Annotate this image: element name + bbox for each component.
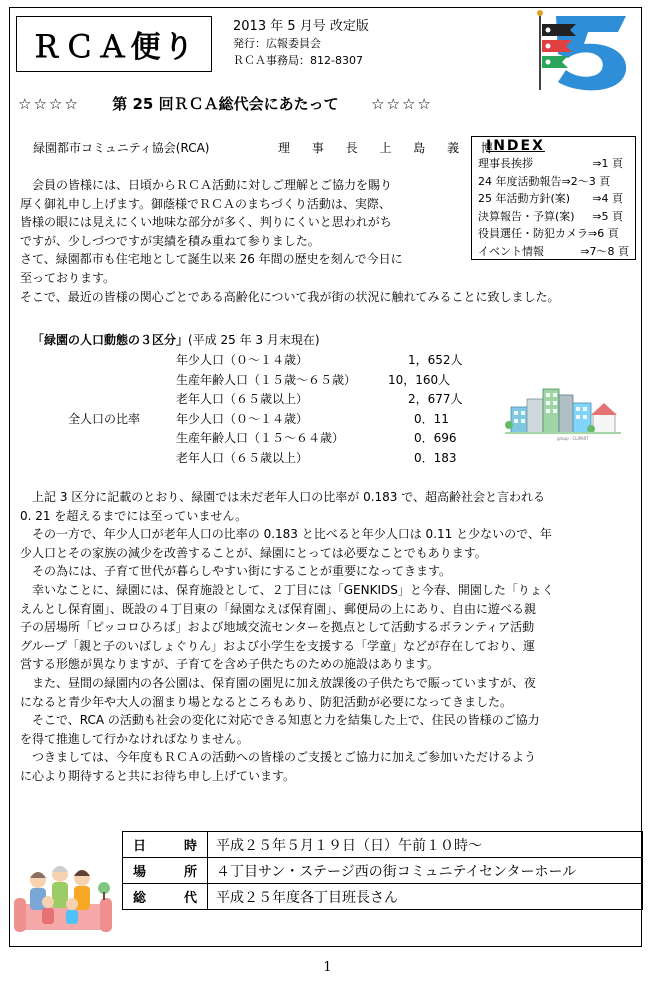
- event-value: 平成２５年５月１９日（日）午前１０時〜: [208, 832, 643, 858]
- text-line: 厚く御礼申し上げます。御蔭様でＲＣＡのまちづくり活動は、実際、: [20, 196, 391, 211]
- event-row-attendees: [123, 884, 643, 910]
- article-heading: [18, 93, 433, 114]
- text-line: グループ「親と子のいばしょぐりん」および小学生を支援する「学童」などが存在しており、運: [20, 638, 536, 653]
- illustration-caption: group · CLIPART: [557, 436, 589, 441]
- text-line: そこで、RCA の活動も社会の変化に対応できる知恵と力を結集した上で、住民の皆様のご協力: [20, 713, 540, 728]
- text-line: えんとし保育園」、既設の４丁目東の「緑園なえば保育園」、郵便局の上にあり、自由に遊べる親: [20, 601, 537, 616]
- event-value: 平成２５年度各丁目班長さん: [208, 884, 643, 910]
- text-line: つきましては、今年度もＲＣＡの活動への皆様のご支援とご協力に加えご参加いただけるよう: [20, 750, 537, 765]
- index-item[interactable]: 理事長挨拶 ⇒1 頁: [478, 157, 623, 170]
- text-line: 幸いなことに、緑園には、保育施設として、２丁目には「GENKIDS」と今春、開園した「りょく: [20, 582, 554, 597]
- index-title: INDEX: [486, 138, 545, 154]
- index-item[interactable]: イベント情報 ⇒7〜8 頁: [478, 244, 629, 258]
- index-item[interactable]: 役員選任・防犯カメラ⇒6 頁: [478, 227, 619, 240]
- index-item[interactable]: 24 年度活動報告⇒2〜3 頁: [478, 174, 611, 188]
- page-number: 1: [323, 960, 332, 975]
- author-name: 理 事 長 上 島 義 博: [278, 141, 502, 155]
- issue-date: 2013 年 5 月号 改定版: [233, 19, 369, 34]
- text-line: また、昼間の緑園内の各公園は、保育園の園児に加え放課後の子供たちで賑っていますが、夜: [20, 675, 536, 690]
- office-info: ＲＣＡ事務局：812-8307: [233, 54, 363, 67]
- text-line: に心より期待すると共にお待ち申し上げています。: [20, 768, 296, 783]
- event-table: [122, 831, 643, 910]
- event-row-datetime: [123, 832, 643, 858]
- ratio-label: 全人口の比率: [68, 411, 141, 426]
- event-label: 総 代: [123, 884, 208, 910]
- text-line: 会員の皆様には、日頃からＲＣＡ活動に対しご理解とご協力を賜り: [20, 178, 393, 192]
- issue-info: [233, 18, 369, 69]
- event-row-venue: [123, 858, 643, 884]
- event-label: 日 時: [123, 832, 208, 858]
- event-value: ４丁目サン・ステージ西の街コミュニテイセンターホール: [208, 858, 643, 884]
- text-line: 0. 21 を超えるまでには至っていません。: [20, 508, 248, 523]
- stars-left: ☆☆☆☆: [18, 95, 80, 113]
- town-buildings-icon: [505, 385, 621, 441]
- body-paragraph: [20, 488, 554, 786]
- population-date: (平成 25 年 3 月末現在): [188, 333, 320, 347]
- family-illustration-icon: [14, 858, 112, 938]
- text-line: その為には、子育て世代が暮らしやすい街にすることが重要になってきます。: [20, 564, 452, 579]
- text-line: ですが、少しづつですが実績を積み重ねて参りました。: [20, 233, 320, 248]
- text-line: を得て推進して行かなければなりません。: [20, 731, 249, 746]
- text-line: さて、緑園都市も住宅地として誕生以来 26 年間の歴史を刻んで今日に: [20, 252, 403, 267]
- stars-right: ☆☆☆☆: [371, 95, 433, 113]
- text-line: 子の居場所「ピッコロひろば」および地域交流センターを拠点として活動するボランティア活動: [20, 620, 535, 635]
- population-title-row: [32, 331, 320, 348]
- koinobori-logo-icon: [518, 10, 636, 92]
- population-title: 「緑園の人口動態の３区分」: [32, 333, 189, 347]
- text-line: 至っております。: [20, 270, 116, 285]
- masthead-box: [16, 16, 212, 72]
- article-title: 第 25 回ＲＣＡ総代会にあたって: [112, 95, 339, 113]
- event-label: 場 所: [123, 858, 208, 884]
- index-item[interactable]: 決算報告・予算(案) ⇒5 頁: [478, 209, 623, 223]
- text-line: その一方で、年少人口が老年人口の比率の 0.183 と比べると年少人口は 0.11 と少ないので、年: [20, 527, 552, 542]
- text-line: 営する形態が異なりますが、子育てを含め子供たちのための施設はあります。: [20, 657, 440, 672]
- masthead-title: ＲＣＡ便り: [31, 30, 197, 65]
- text-line: そこで、最近の皆様の関心ごとである高齢化について我が街の状況に触れてみることに致しました。: [20, 289, 560, 304]
- text-line: になると青少年や大人の溜まり場となるところもあり、防犯活動が必要になってきました。: [20, 694, 513, 709]
- text-line: 少人口とその家族の減少を改善することが、緑園にとっては必要なことでもあります。: [20, 545, 487, 560]
- index-item[interactable]: 25 年活動方針(案) ⇒4 頁: [478, 192, 623, 205]
- text-line: 皆様の眼には見えにくい地味な部分が多く、判りにくいと思われがち: [20, 215, 392, 230]
- text-line: 上記 3 区分に記載のとおり、緑園では未だ老年人口の比率が 0.183 で、超高齢社会と言われる: [20, 490, 546, 504]
- author-org: 緑園都市コミュニティ協会(RCA): [33, 141, 210, 155]
- publisher: 発行：広報委員会: [233, 37, 321, 50]
- intro-paragraph: [20, 176, 560, 306]
